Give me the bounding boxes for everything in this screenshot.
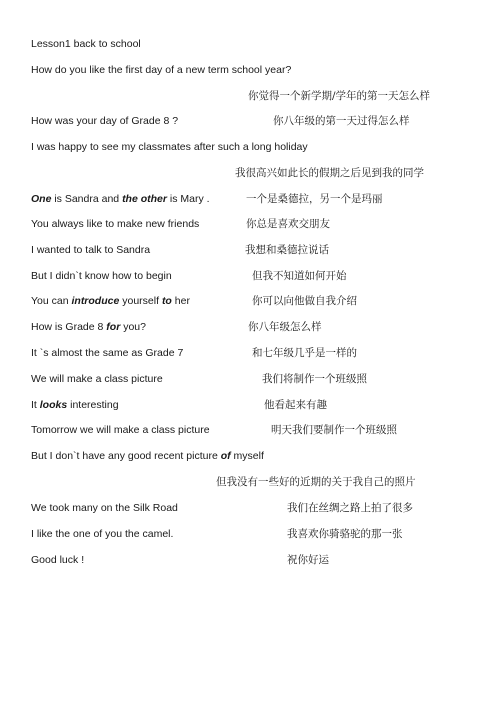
bold-word-one: One xyxy=(31,193,52,205)
chinese-line-17: 祝你好运 xyxy=(287,554,329,566)
text-segment: is Mary . xyxy=(166,193,210,205)
bold-word-looks: looks xyxy=(39,399,68,411)
bold-word-introduce: introduce xyxy=(71,295,120,307)
english-line-9 xyxy=(31,320,146,334)
english-line-13: Tomorrow we will make a class picture xyxy=(31,424,210,436)
text-segment: her xyxy=(171,295,190,307)
bold-word-for: for xyxy=(106,321,121,333)
english-line-17: Good luck ! xyxy=(31,554,85,566)
text-segment: interesting xyxy=(67,399,119,411)
chinese-line-6: 我想和桑德拉说话 xyxy=(245,244,329,256)
bold-word-to: to xyxy=(161,295,172,307)
chinese-line-1: 你觉得一个新学期/学年的第一天怎么样 xyxy=(248,90,431,102)
english-line-1: How do you like the first day of a new term school year? xyxy=(31,64,292,76)
chinese-line-13: 明天我们要制作一个班级照 xyxy=(271,424,397,436)
chinese-line-3: 我很高兴如此长的假期之后见到我的同学 xyxy=(235,167,424,179)
english-line-2: How was your day of Grade 8 ? xyxy=(31,115,179,127)
text-segment: But I don`t have any good recent picture xyxy=(31,450,221,462)
english-line-4 xyxy=(31,192,210,206)
chinese-line-14: 但我没有一些好的近期的关于我自己的照片 xyxy=(216,476,416,488)
english-line-6: I wanted to talk to Sandra xyxy=(31,244,151,256)
bold-word-the-other: the other xyxy=(122,193,167,205)
chinese-line-16: 我喜欢你骑骆驼的那一张 xyxy=(287,528,403,540)
chinese-line-12: 他看起来有趣 xyxy=(264,399,327,411)
english-line-10: It `s almost the same as Grade 7 xyxy=(31,347,184,359)
text-segment: you? xyxy=(120,321,146,333)
english-line-3: I was happy to see my classmates after such a long holiday xyxy=(31,141,308,153)
chinese-line-8: 你可以向他做自我介绍 xyxy=(252,295,357,307)
chinese-line-11: 我们将制作一个班级照 xyxy=(262,373,367,385)
english-line-12 xyxy=(31,398,119,412)
chinese-line-15: 我们在丝绸之路上拍了很多 xyxy=(287,502,413,514)
english-line-14 xyxy=(31,449,264,463)
text-segment: myself xyxy=(230,450,264,462)
text-segment: It xyxy=(31,399,40,411)
chinese-line-4: 一个是桑德拉，另一个是玛丽 xyxy=(246,193,383,205)
text-segment: yourself xyxy=(119,295,162,307)
chinese-line-9: 你八年级怎么样 xyxy=(248,321,322,333)
chinese-line-7: 但我不知道如何开始 xyxy=(252,270,347,282)
english-line-11: We will make a class picture xyxy=(31,373,163,385)
english-line-5: You always like to make new friends xyxy=(31,218,200,230)
english-line-8 xyxy=(31,294,190,308)
chinese-line-2: 你八年级的第一天过得怎么样 xyxy=(273,115,410,127)
text-segment: is Sandra and xyxy=(51,193,123,205)
text-segment: How is Grade 8 xyxy=(31,321,107,333)
chinese-line-10: 和七年级几乎是一样的 xyxy=(252,347,357,359)
bold-word-of: of xyxy=(220,450,231,462)
english-line-16: I like the one of you the camel. xyxy=(31,528,174,540)
english-line-7: But I didn`t know how to begin xyxy=(31,270,172,282)
lesson-title: Lesson1 back to school xyxy=(31,38,141,50)
english-line-15: We took many on the Silk Road xyxy=(31,502,178,514)
text-segment: You can xyxy=(31,295,72,307)
chinese-line-5: 你总是喜欢交朋友 xyxy=(246,218,330,230)
